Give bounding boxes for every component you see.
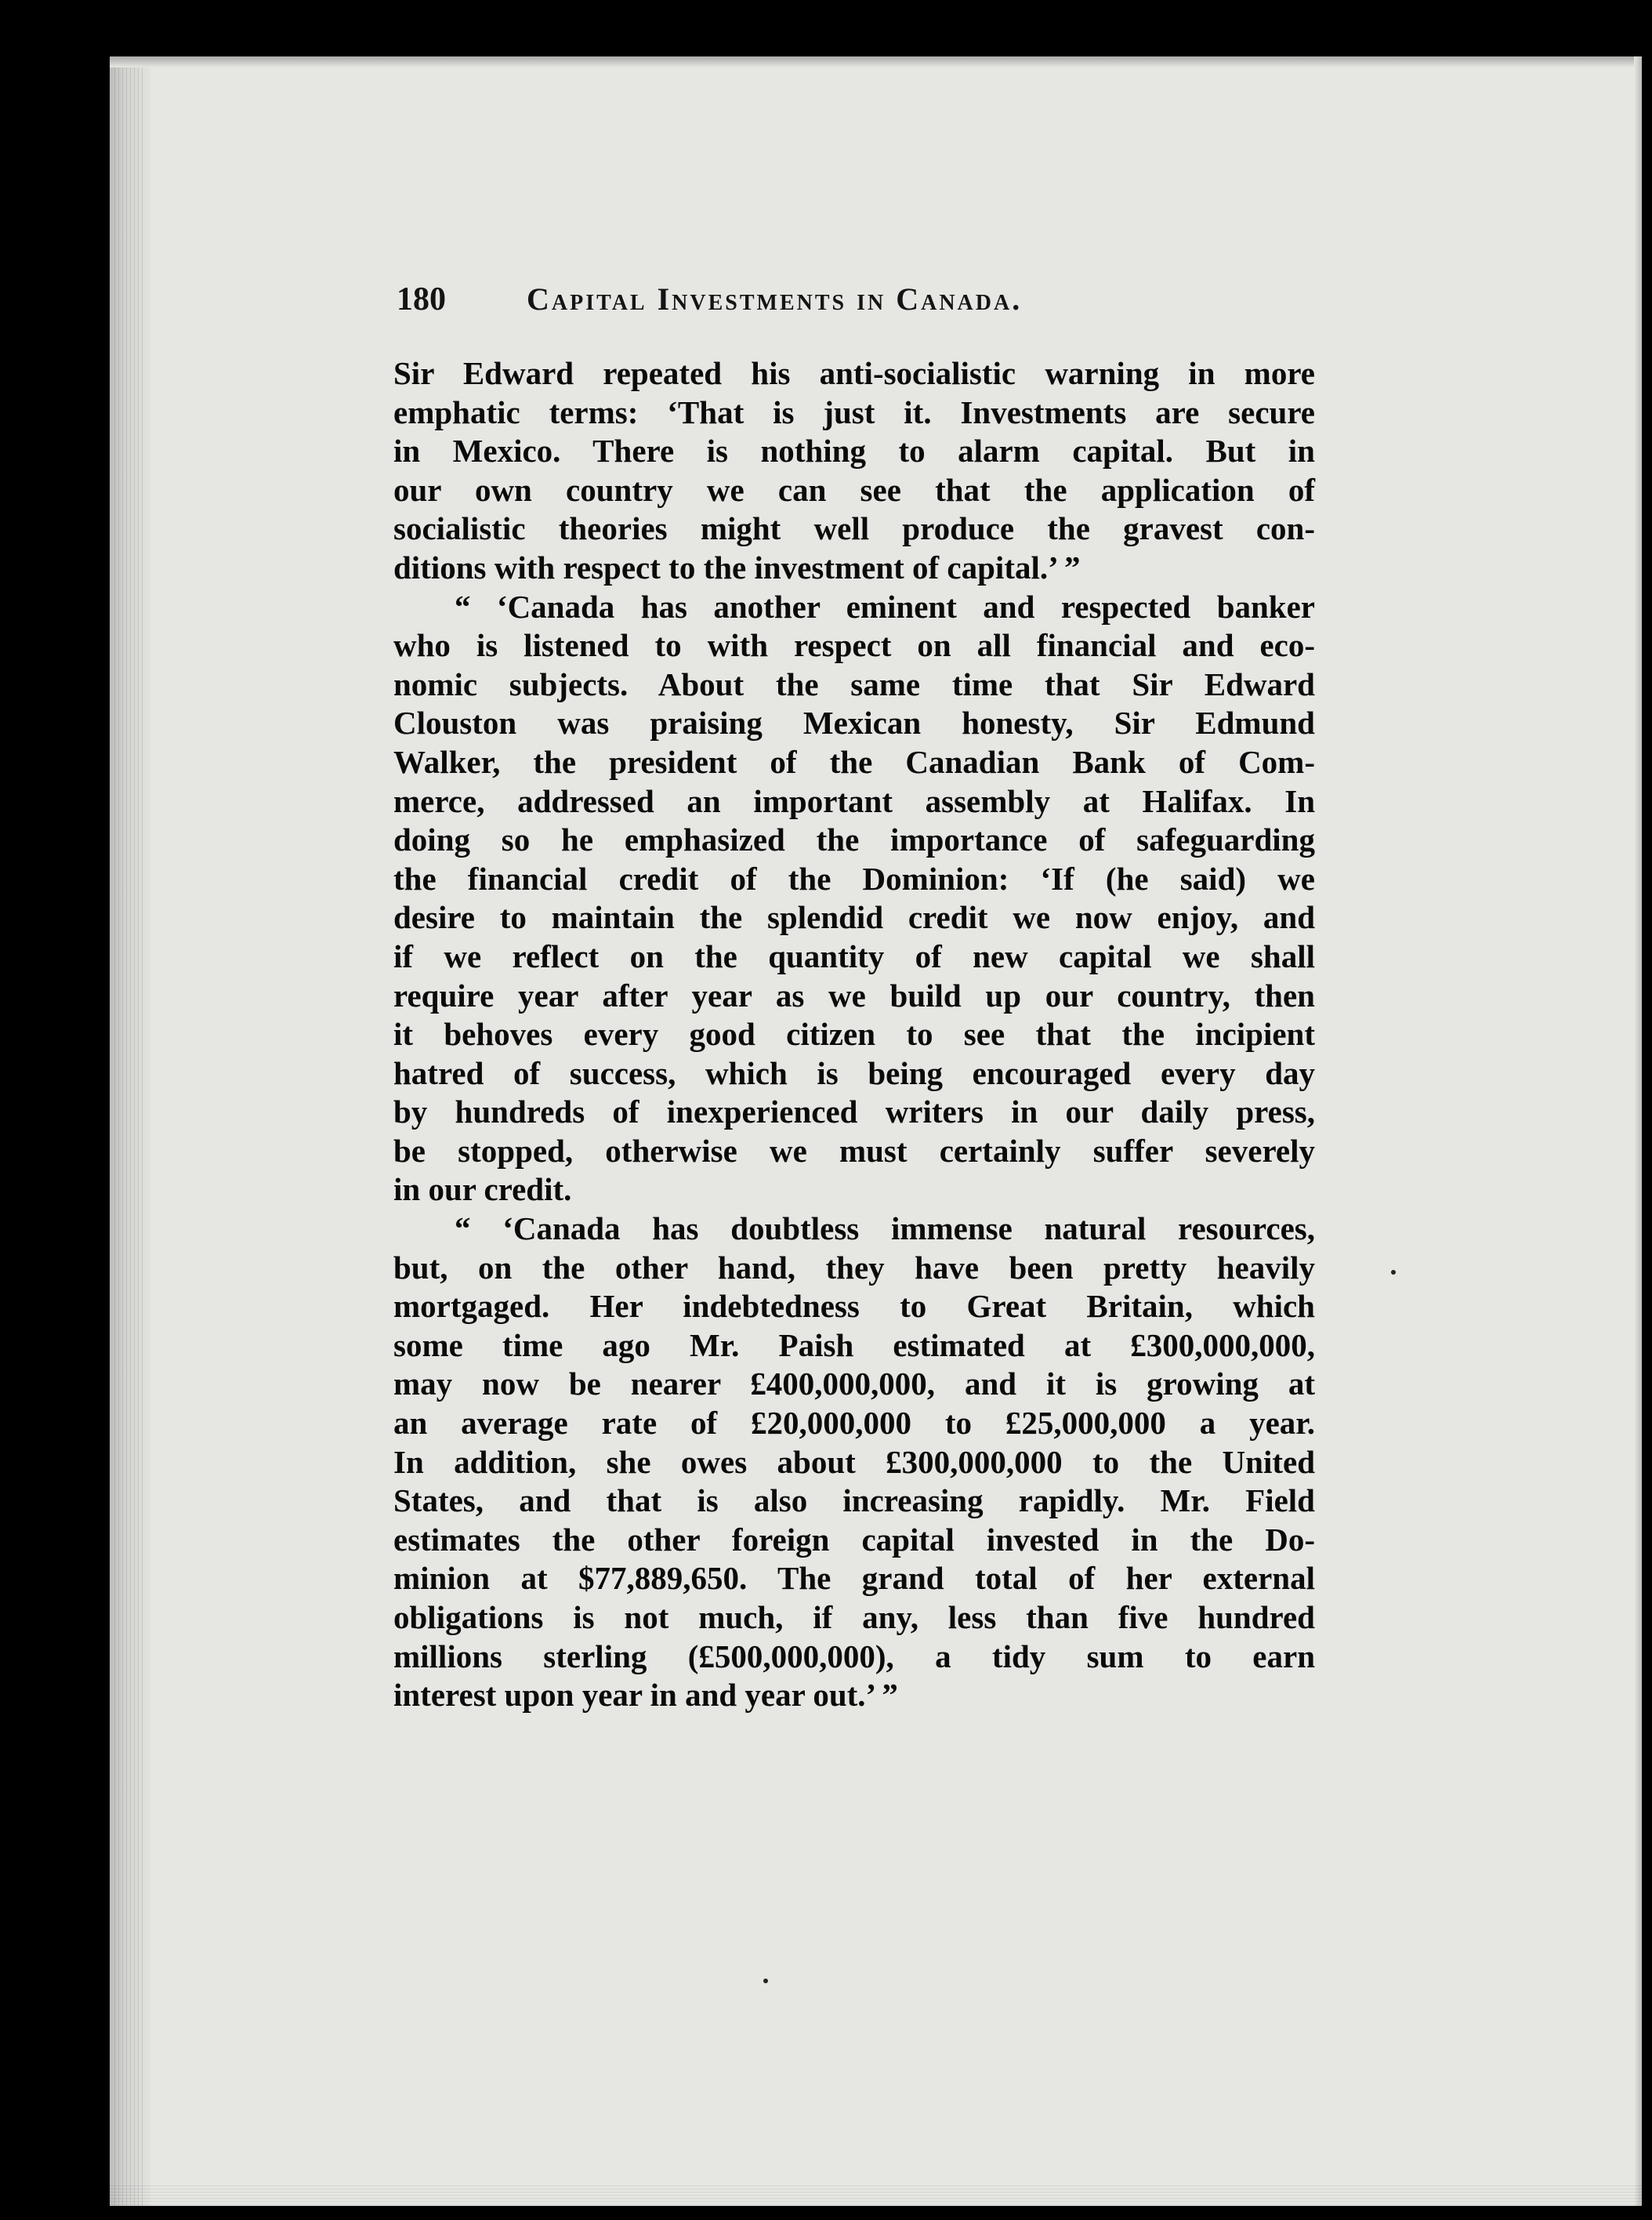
text-line: the financial credit of the Dominion: ‘If (he said) we [393,860,1315,897]
text-line: if we reflect on the quantity of new capital we shall [393,938,1315,974]
text-line: may now be nearer £400,000,000, and it is growing at [393,1366,1315,1402]
text-line: Clouston was praising Mexican honesty, Sir Edmund [393,705,1315,742]
text-line: interest upon year in and year out.’ ” [393,1677,898,1714]
text-line: be stopped, otherwise we must certainly suffer severely [393,1132,1315,1169]
page-bottom-edge [110,2186,1642,2206]
paragraph [393,354,1315,588]
text-line: ditions with respect to the investment of capital.’ ” [393,549,1081,586]
text-line: emphatic terms: ‘That is just it. Investments are secure [393,394,1315,430]
text-line: in our credit. [393,1171,572,1208]
text-line: hatred of success, which is being encouraged every day [393,1054,1315,1091]
text-line: obligations is not much, if any, less than five hundred [393,1599,1315,1635]
scan-speck [1391,1270,1396,1275]
text-line: who is listened to with respect on all financial and eco- [393,627,1315,664]
text-line: estimates the other foreign capital invested in the Do- [393,1521,1315,1558]
text-line: desire to maintain the splendid credit we now enjoy, and [393,899,1315,936]
page-right-edge [1634,56,1642,2206]
text-line: mortgaged. Her indebtedness to Great Britain, which [393,1288,1315,1325]
scan-speck [763,1979,768,1983]
paragraph [393,1210,1315,1715]
text-line: an average rate of £20,000,000 to £25,000,000 a year. [393,1405,1315,1442]
body-text [393,354,1315,1715]
text-line: millions sterling (£500,000,000), a tidy sum to earn [393,1638,1315,1674]
text-line: nomic subjects. About the same time that Sir Edward [393,666,1315,702]
running-title: Capital Investments in Canada. [527,281,1023,317]
page-number: 180 [397,281,446,317]
page-stack-lines [114,56,143,2206]
text-line: States, and that is also increasing rapidly. Mr. Field [393,1482,1315,1519]
text-line: our own country we can see that the application of [393,471,1315,508]
text-line: socialistic theories might well produce the gravest con- [393,510,1315,547]
text-line: “ ‘Canada has doubtless immense natural resources, [455,1210,1315,1247]
text-line: by hundreds of inexperienced writers in our daily press, [393,1094,1315,1130]
text-line: require year after year as we build up our country, then [393,977,1315,1014]
text-line: minion at $77,889,650. The grand total of her external [393,1560,1315,1597]
running-head [397,281,1298,328]
paragraph [393,588,1315,1210]
text-line: it behoves every good citizen to see that the incipient [393,1016,1315,1053]
text-line: merce, addressed an important assembly at Halifax. In [393,782,1315,819]
text-line: “ ‘Canada has another eminent and respected banker [455,588,1315,625]
text-line: some time ago Mr. Paish estimated at £300,000,000, [393,1326,1315,1363]
text-line: in Mexico. There is nothing to alarm capital. But in [393,433,1315,470]
text-line: In addition, she owes about £300,000,000 to the United [393,1443,1315,1480]
text-line: but, on the other hand, they have been pretty heavily [393,1249,1315,1286]
text-line: Sir Edward repeated his anti-socialistic warning in more [393,355,1315,391]
text-line: doing so he emphasized the importance of safeguarding [393,822,1315,858]
page-top-shadow [110,56,1642,67]
text-line: Walker, the president of the Canadian Bank of Com- [393,743,1315,780]
